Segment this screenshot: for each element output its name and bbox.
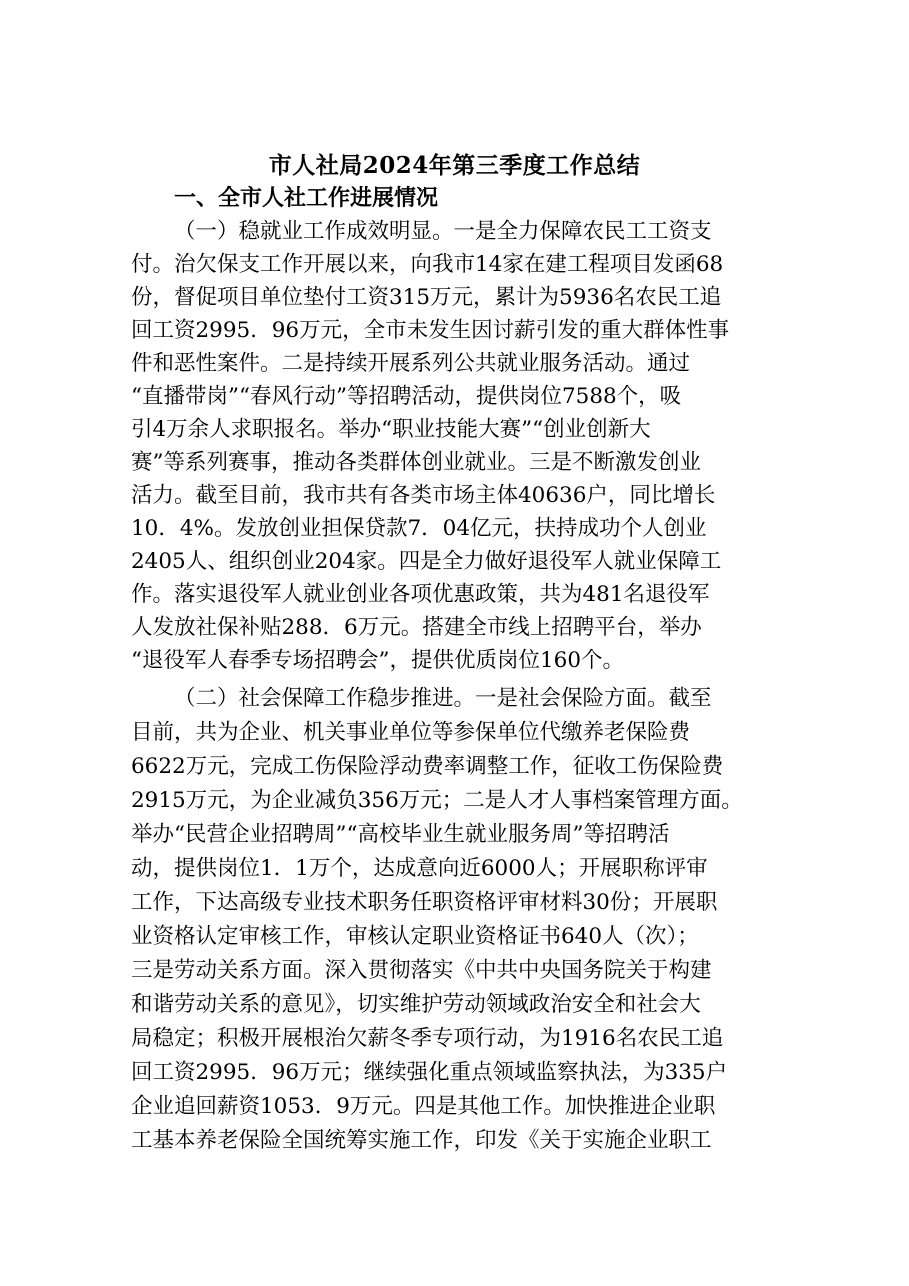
paragraph-1-line: 回工资2995．96万元，全市未发生因讨薪引发的重大群体性事 [131, 318, 730, 343]
paragraph-1-line: （一）稳就业工作成效明显。一是全力保障农民工工资支 [174, 219, 712, 244]
paragraph-2-line: 2915万元，为企业减负356万元；二是人才人事档案管理方面。 [131, 788, 743, 813]
paragraph-1-line: 件和恶性案件。二是持续开展系列公共就业服务活动。通过 [131, 351, 691, 376]
paragraph-1-line: 付。治欠保支工作开展以来，向我市14家在建工程项目发函68 [131, 252, 724, 277]
paragraph-2-line: 业资格认定审核工作，审核认定职业资格证书640人（次）； [131, 924, 699, 949]
paragraph-2-line: 局稳定；积极开展根治欠薪冬季专项行动，为1916名农民工追 [131, 1026, 724, 1051]
paragraph-1-line: 2405人、组织创业204家。四是全力做好退役军人就业保障工 [131, 549, 722, 574]
paragraph-2-line: 目前，共为企业、机关事业单位等参保单位代缴养老保险费 [131, 720, 691, 745]
paragraph-1-line: “退役军人春季专场招聘会”，提供优质岗位160个。 [131, 648, 625, 673]
paragraph-2-line: （二）社会保障工作稳步推进。一是社会保险方面。截至 [174, 686, 712, 711]
paragraph-2-line: 回工资2995．96万元；继续强化重点领域监察执法，为335户 [131, 1060, 728, 1085]
paragraph-1-line: 人发放社保补贴288．6万元。搭建全市线上招聘平台，举办 [131, 615, 702, 640]
section-heading: 一、全市人社工作进展情况 [174, 186, 439, 211]
paragraph-2-line: 和谐劳动关系的意见》，切实维护劳动领域政治安全和社会大 [131, 992, 701, 1017]
document-title: 市人社局2024年第三季度工作总结 [268, 152, 641, 179]
paragraph-2-line: 举办“民营企业招聘周”“高校毕业生就业服务周”等招聘活 [131, 822, 670, 847]
paragraph-1-line: 赛”等系列赛事，推动各类群体创业就业。三是不断激发创业 [131, 450, 701, 475]
paragraph-2-line: 工作，下达高级专业技术职务任职资格评审材料30份；开展职 [131, 890, 718, 915]
paragraph-2-line: 动，提供岗位1．1万个，达成意向近6000人；开展职称评审 [131, 856, 708, 881]
paragraph-2-line: 三是劳动关系方面。深入贯彻落实《中共中央国务院关于构建 [131, 958, 712, 983]
paragraph-1-line: 作。落实退役军人就业创业各项优惠政策，共为481名退役军 [131, 582, 710, 607]
paragraph-2-line: 企业追回薪资1053．9万元。四是其他工作。加快推进企业职 [131, 1094, 716, 1119]
paragraph-2-line: 工基本养老保险全国统筹实施工作，印发《关于实施企业职工 [131, 1128, 712, 1153]
paragraph-2-line: 6622万元，完成工伤保险浮动费率调整工作，征收工伤保险费 [131, 754, 724, 779]
paragraph-1-line: 引4万余人求职报名。举办“职业技能大赛”“创业创新大 [131, 417, 651, 442]
paragraph-1-line: 份，督促项目单位垫付工资315万元，累计为5936名农民工追 [131, 285, 722, 310]
paragraph-1-line: 10．4%。发放创业担保贷款7．04亿元，扶持成功个人创业 [131, 516, 707, 541]
paragraph-1-line: “直播带岗”“春风行动”等招聘活动，提供岗位7588个，吸 [131, 384, 682, 409]
paragraph-1-line: 活力。截至目前，我市共有各类市场主体40636户，同比增长 [131, 483, 716, 508]
